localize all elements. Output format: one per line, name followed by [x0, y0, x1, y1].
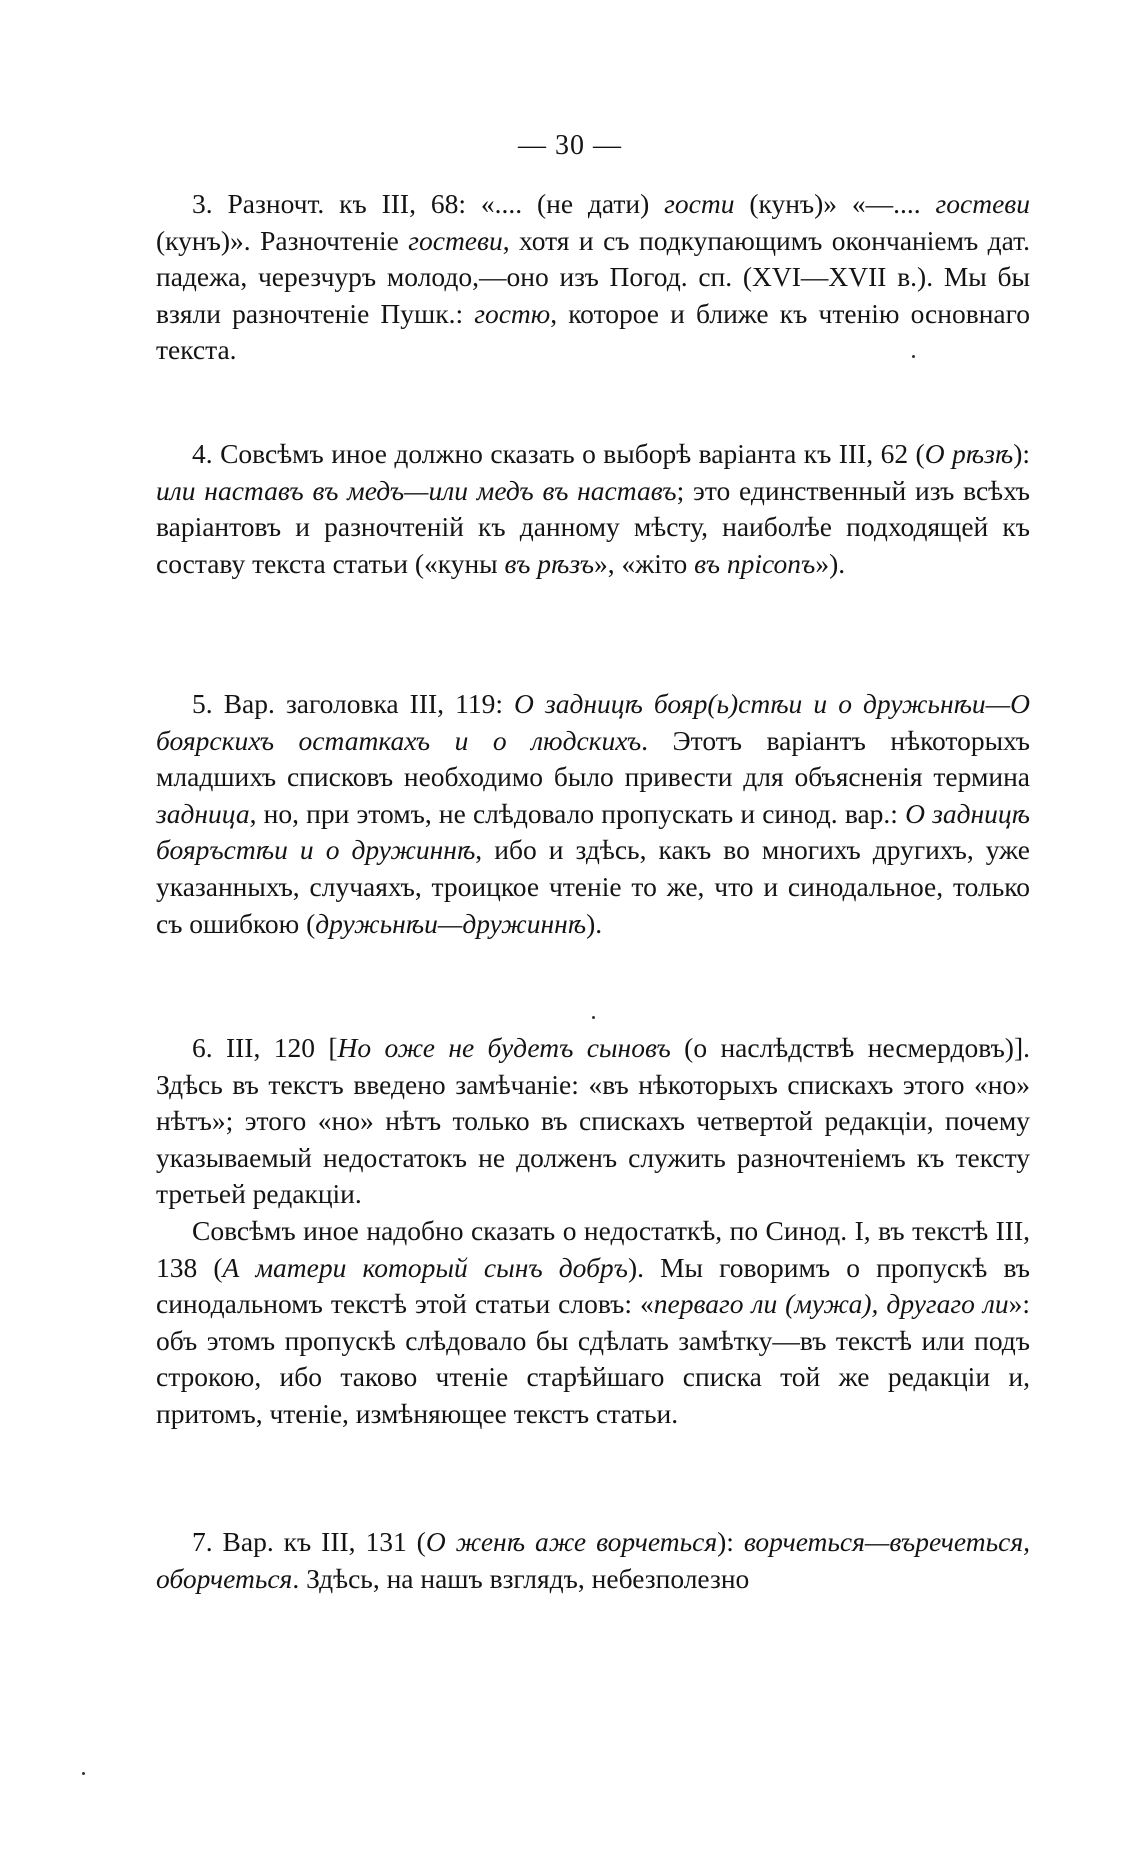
italic-run: перваго ли (мужа), другаго ли — [653, 1288, 1009, 1320]
text-run: ): — [1013, 438, 1030, 469]
text-run: Совсѣмъ иное надобно сказать о недостаткѣ, по Синод. I, въ текстѣ III, 138 ( — [156, 1214, 1030, 1283]
italic-run: гостеви — [408, 224, 503, 256]
text-run: , хотя и съ подкупающимъ окончаніемъ дат. падежа, черезчуръ молодо,—оно изъ Погод. сп. (XVI—XVII в.). Мы бы взяли разночтеніе Пушк.: — [156, 224, 1030, 329]
italic-run: О задницѣ бояръстѣи и о дружиннѣ — [156, 797, 1031, 866]
section-3 — [156, 186, 1030, 369]
italic-run: ворчеться—въречеться, оборчеться — [156, 1526, 1030, 1594]
text-run: ). — [586, 907, 603, 939]
section-6 — [156, 1030, 1030, 1433]
paragraph — [156, 1524, 1030, 1597]
italic-run: въ рѣзъ — [504, 547, 594, 579]
italic-run: О женѣ аже ворчеться — [425, 1526, 718, 1557]
italic-run: Но оже не будетъ сыновъ — [337, 1032, 671, 1063]
text-run: . Здѣсь, на нашъ взглядъ, небезполезно — [292, 1562, 750, 1594]
paragraph — [156, 1030, 1030, 1213]
italic-run: или наставъ въ медъ—или медъ въ наставъ — [156, 474, 677, 506]
italic-run: дружьнѣи—дружиннѣ — [315, 907, 587, 939]
italic-run: гостеви — [935, 188, 1030, 219]
text-run: , ибо и здѣсь, какъ во многихъ другихъ, уже указанныхъ, случаяхъ, троицкое чтеніе то же, что и синодальное, только съ ошибкою ( — [156, 834, 1030, 939]
text-run: », «жіто — [594, 547, 695, 579]
paper-speck — [82, 1772, 85, 1775]
italic-run: гостю — [474, 297, 551, 329]
text-run: 7. Вар. къ III, 131 ( — [192, 1526, 426, 1557]
text-run: »: объ этомъ пропускѣ слѣдовало бы сдѣлать замѣтку—въ текстѣ или подъ строкою, ибо таково чтеніе старѣйшаго списка той же редакціи и, притомъ, чтеніе, измѣняющее текстъ статьи. — [156, 1288, 1031, 1429]
text-run: 4. Совсѣмъ иное должно сказать о выборѣ варіанта къ III, 62 ( — [192, 438, 925, 469]
paragraph — [156, 1213, 1030, 1433]
page-number: — 30 — — [518, 130, 622, 161]
italic-run: О рѣзѣ — [924, 438, 1014, 469]
text-run: (кунъ)» «—.... — [734, 188, 936, 219]
italic-run: задница — [156, 797, 250, 829]
italic-run: О задницѣ бояр(ь)стѣи и о дружьнѣи—О боярскихъ остаткахъ и о людскихъ — [156, 688, 1030, 756]
section-4 — [156, 436, 1030, 582]
italic-run: въ прісопъ — [694, 547, 816, 579]
text-run: 3. Разночт. къ III, 68: «.... (не дати) — [192, 188, 665, 219]
section-7 — [156, 1524, 1030, 1597]
text-run: ): — [717, 1526, 744, 1557]
text-run: ). Мы говоримъ о пропускѣ въ синодальномъ текстѣ этой статьи словъ: « — [156, 1251, 1030, 1320]
paragraph — [156, 686, 1030, 942]
text-run: »). — [815, 547, 846, 579]
text-run: . Этотъ варіантъ нѣкоторыхъ младшихъ списковъ необходимо было привести для объясненія термина — [156, 724, 1030, 793]
paper-speck — [592, 1016, 595, 1019]
paper-speck — [912, 355, 915, 358]
italic-run: гости — [664, 188, 735, 219]
text-run: , но, при этомъ, не слѣдовало пропускать и синод. вар.: — [249, 797, 906, 829]
text-run: (кунъ)». Разночтеніе — [156, 224, 409, 256]
paragraph — [156, 186, 1030, 369]
text-run: , которое и ближе къ чтенію основнаго текста. — [156, 297, 1030, 366]
paragraph — [156, 436, 1030, 582]
text-run: ; это единственный изъ всѣхъ варіантовъ и разночтеній къ данному мѣсту, наиболѣе подходящей къ составу текста статьи («куны — [156, 474, 1031, 579]
italic-run: А матери который сынъ добръ — [222, 1251, 628, 1283]
section-5 — [156, 686, 1030, 942]
text-run: 5. Вар. заголовка III, 119: — [192, 688, 515, 719]
text-run: 6. III, 120 [ — [192, 1032, 338, 1063]
text-run: (о наслѣдствѣ несмердовъ)]. Здѣсь въ текстъ введено замѣчаніе: «въ нѣкоторыхъ спискахъ этого «но» нѣтъ»; этого «но» нѣтъ только въ спискахъ четвертой редакціи, почему указываемый недостатокъ не долженъ служить разночтеніемъ къ тексту третьей редакціи. — [156, 1032, 1030, 1210]
